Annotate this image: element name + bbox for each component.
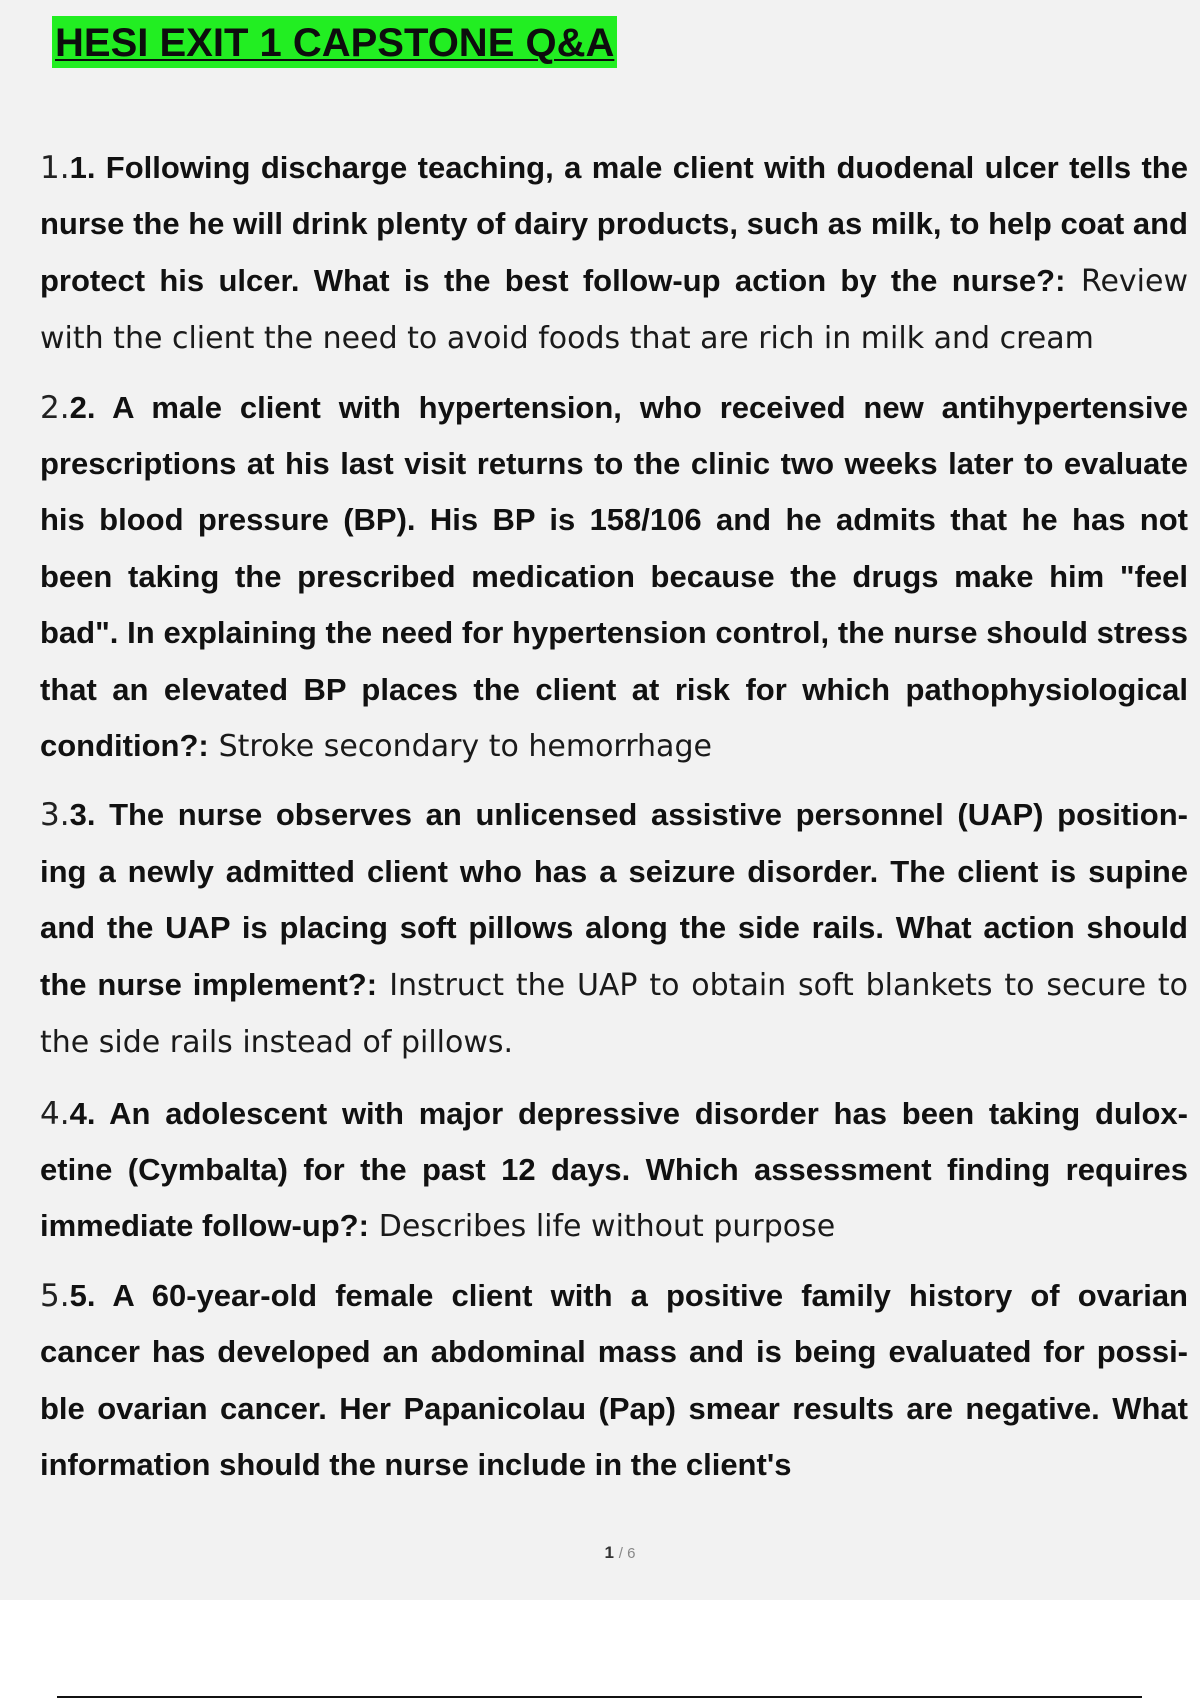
answer-text: Stroke secondary to hemorrhage bbox=[218, 729, 712, 765]
item-number: 1. bbox=[40, 150, 70, 186]
answer-text: Review with the client the need to avoid foods that are rich in milk and cream bbox=[40, 263, 1188, 357]
qa-item-2 bbox=[40, 380, 1188, 776]
current-page: 1 bbox=[604, 1543, 615, 1562]
page-indicator bbox=[0, 1543, 1200, 1563]
qa-item-5 bbox=[40, 1268, 1188, 1495]
item-number: 2. bbox=[40, 389, 70, 426]
question-text: 5. A 60-year-old female client with a positive family history of ovarian cancer has developed an abdominal mass and is being evaluated for possi- ble ovarian cancer. Her Papanicolau (Pap) smear results are negative. What information should the nurse include in the client's bbox=[40, 1277, 1188, 1482]
question-text: 4. An adolescent with major depressive disorder has been taking dulox- etine (Cymbalta) for the past 12 days. Which assessment finding requires immediate follow-up?: bbox=[40, 1095, 1188, 1244]
question-text: 3. The nurse observes an unlicensed assistive personnel (UAP) position- ing a newly admitted client who has a seizure disorder. The client is supine and the UAP is placing soft pillows along the side rails. What action should the nurse implement?: bbox=[40, 797, 1188, 1002]
qa-item-1 bbox=[40, 140, 1188, 368]
item-number: 4. bbox=[40, 1095, 70, 1132]
page-separator-line bbox=[57, 1696, 1142, 1698]
total-pages: / 6 bbox=[618, 1545, 636, 1562]
question-text: 2. A male client with hypertension, who received new antihypertensive prescriptions at his last visit returns to the clinic two weeks later to evaluate his blood pressure (BP). His BP is 158/106 and he admits that he has not been taking the prescribed medication because the drugs make him "feel bad". In explaining the need for hypertension control, the nurse should stress that an elevated BP places the client at risk for which pathophysiological condition?: bbox=[40, 389, 1188, 764]
item-number: 5. bbox=[40, 1277, 70, 1314]
qa-item-3 bbox=[40, 787, 1188, 1071]
answer-text: Describes life without purpose bbox=[378, 1209, 836, 1245]
answer-text: Instruct the UAP to obtain soft blankets to secure to the side rails instead of pillows. bbox=[40, 967, 1189, 1061]
qa-item-4 bbox=[40, 1086, 1188, 1256]
item-number: 3. bbox=[40, 797, 70, 834]
question-text: 1. Following discharge teaching, a male client with duodenal ulcer tells the nurse the he will drink plenty of dairy products, such as milk, to help coat and protect his ulcer. What is the best follow-up action by the nurse?: bbox=[40, 150, 1188, 298]
document-title: HESI EXIT 1 CAPSTONE Q&A bbox=[52, 16, 617, 68]
qa-list bbox=[40, 140, 1188, 1506]
